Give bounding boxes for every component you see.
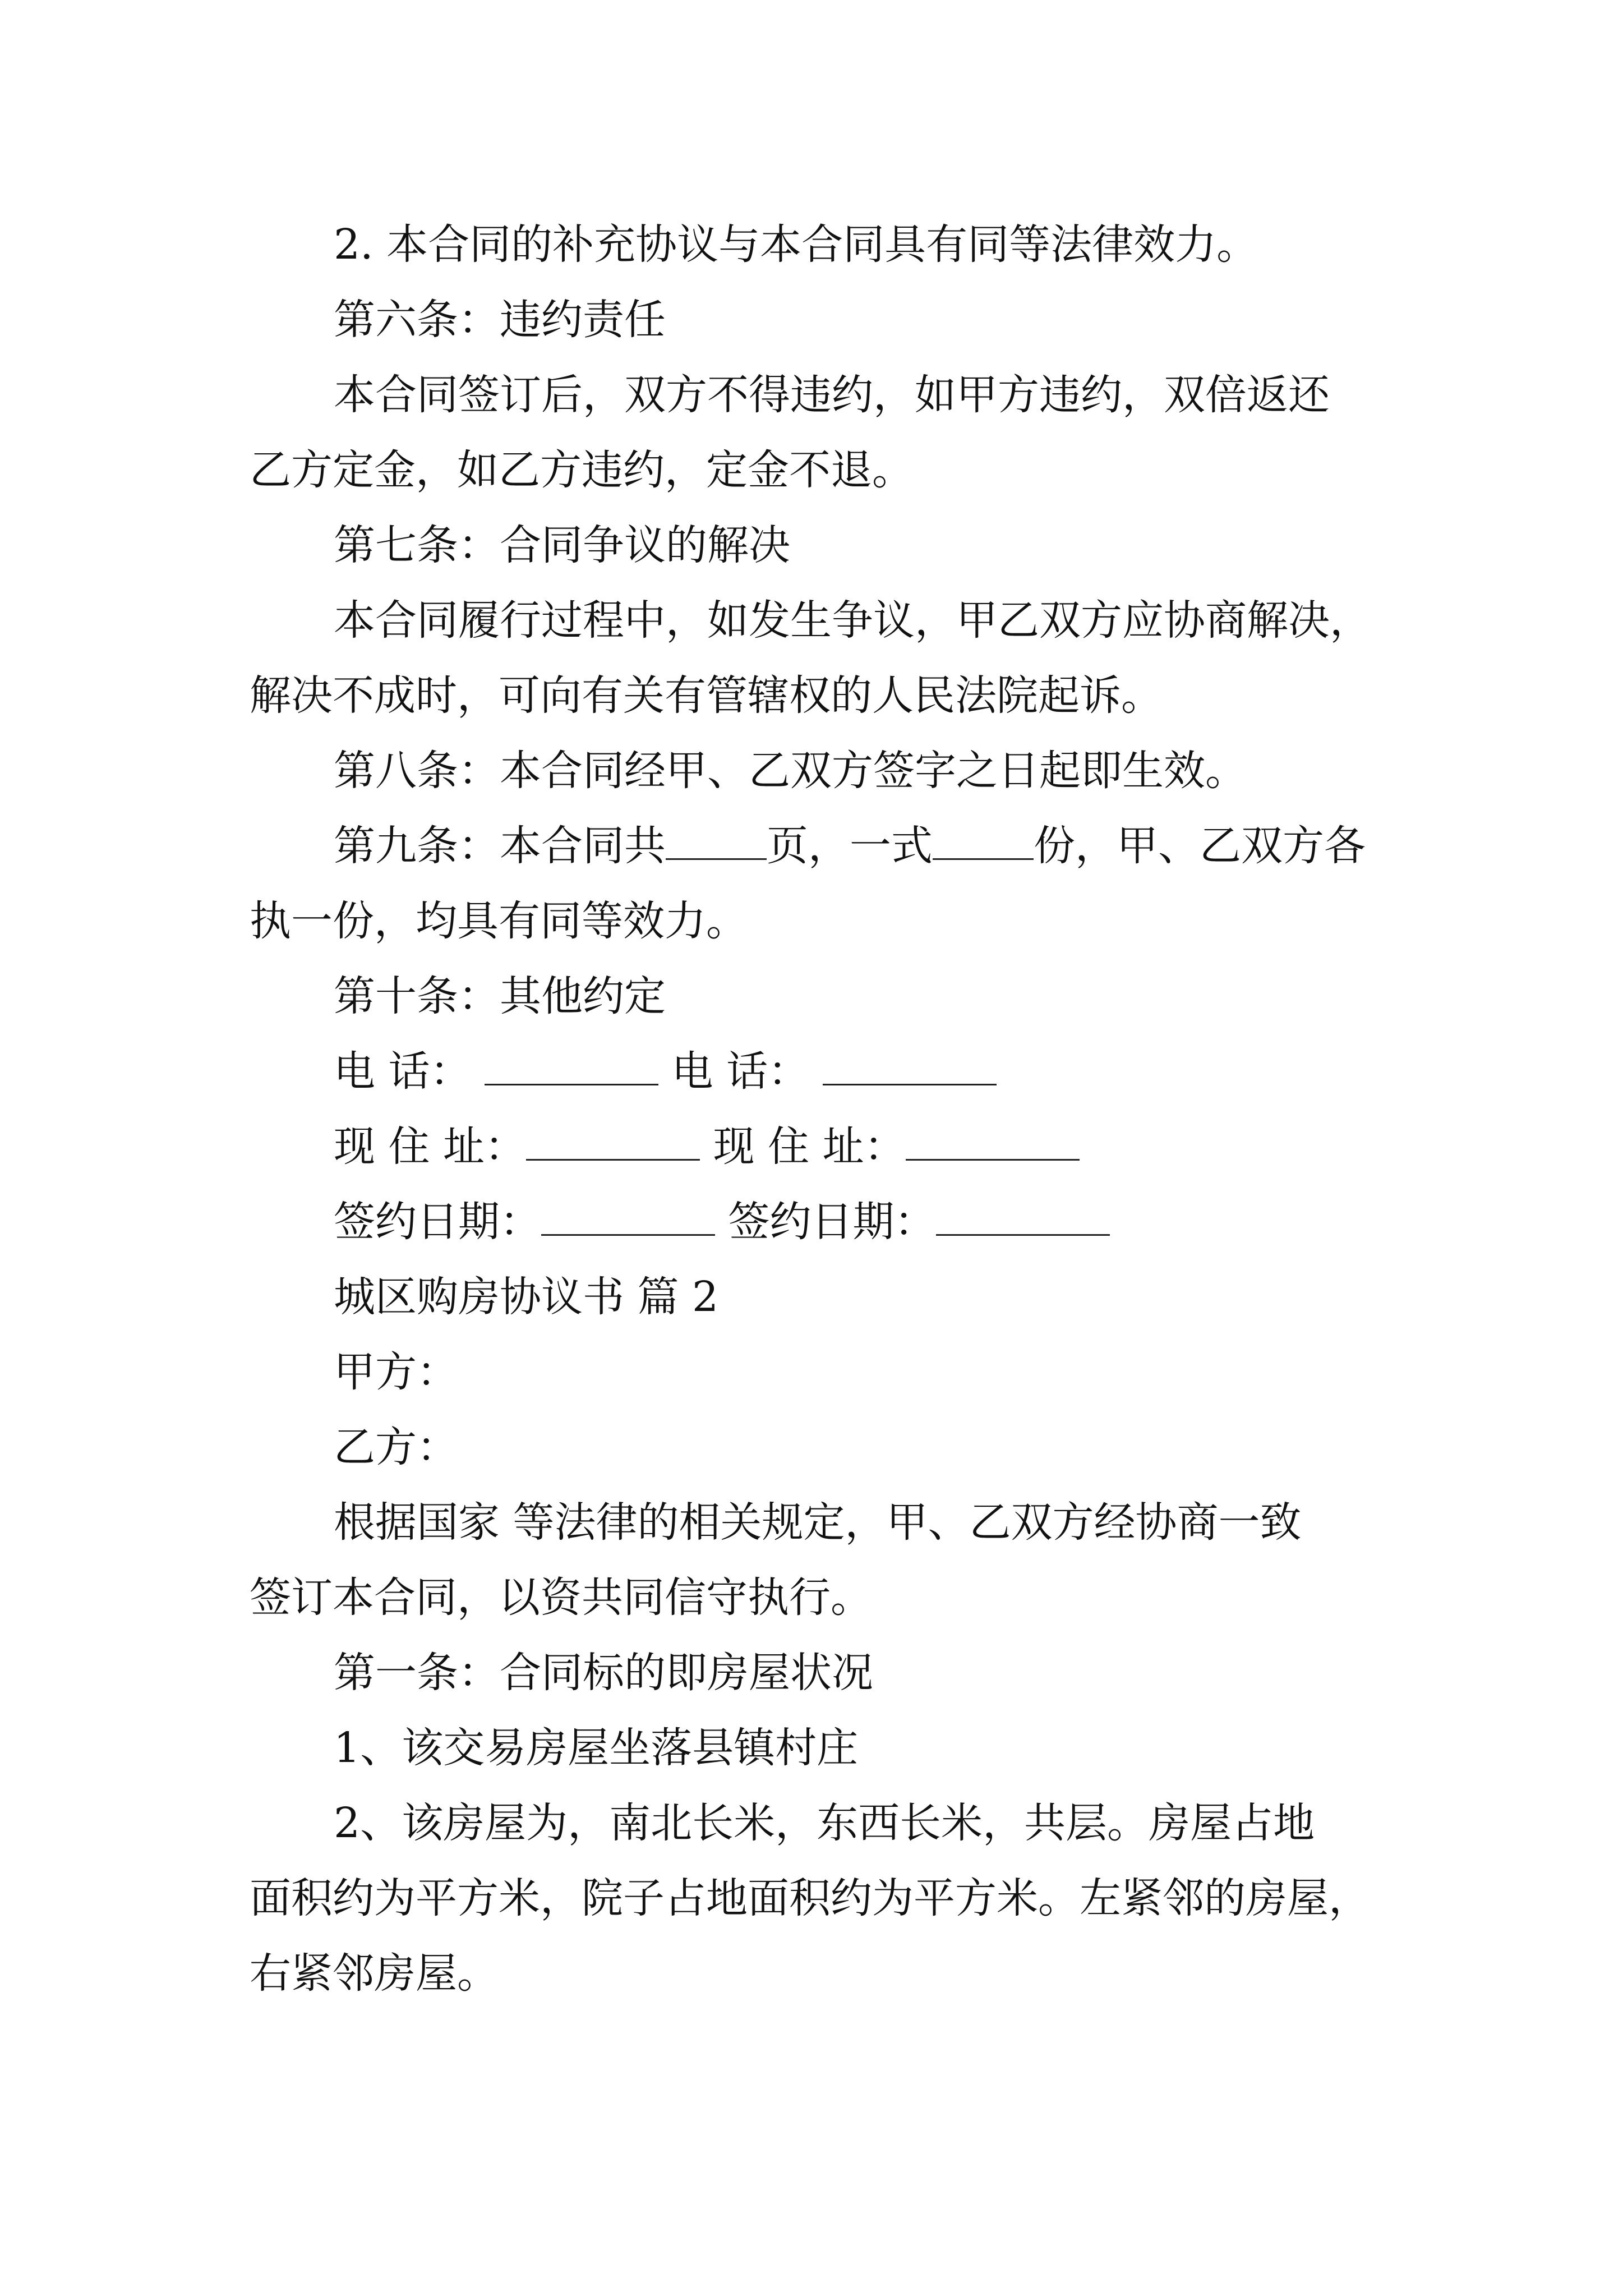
article-7-title: 第七条：合同争议的解决 — [334, 521, 790, 569]
article-9-line-2: 执一份，均具有同等效力。 — [250, 897, 748, 945]
item-2-line-2: 面积约为平方米，院子占地面积约为平方米。左紧邻的房屋， — [250, 1874, 1370, 1922]
phone-blank-b — [823, 1045, 997, 1085]
article-8-text: 第八条：本合同经甲、乙双方签字之日起即生效。 — [334, 747, 1247, 795]
address-blank-b — [906, 1120, 1080, 1161]
article-9-part-c: 份，甲、乙双方各 — [1034, 822, 1366, 870]
article-7-text-line-1: 本合同履行过程中，如发生争议，甲乙双方应协商解决， — [334, 596, 1371, 645]
article-9-line-1 — [334, 819, 1366, 873]
party-b-label: 乙方： — [334, 1423, 458, 1471]
article-6-text-line-1: 本合同签订后，双方不得违约，如甲方违约，双倍返还 — [334, 371, 1330, 419]
article-1-title: 第一条：合同标的即房屋状况 — [334, 1649, 873, 1697]
item-1-text: 1、该交易房屋坐落县镇村庄 — [334, 1724, 859, 1772]
sign-date-blank-b — [936, 1195, 1110, 1236]
article-9-part-a: 第九条：本合同共 — [334, 822, 666, 870]
address-label-a: 现 住 址： — [334, 1122, 527, 1171]
article-10-title: 第十条：其他约定 — [334, 972, 666, 1020]
phone-label-a: 电 话： — [334, 1047, 472, 1096]
section-2-title: 城区购房协议书 篇 2 — [334, 1273, 719, 1321]
address-blank-a — [526, 1120, 700, 1161]
page-count-blank — [666, 819, 767, 860]
intro-line-2: 签订本合同，以资共同信守执行。 — [250, 1573, 872, 1622]
article-6-title: 第六条：违约责任 — [334, 296, 666, 344]
article-9-part-b: 页，一式 — [767, 822, 933, 870]
phone-row — [334, 1045, 997, 1098]
clause-2-text: 2. 本合同的补充协议与本合同具有同等法律效力。 — [334, 220, 1258, 269]
sign-date-blank-a — [541, 1195, 715, 1236]
item-2-line-1: 2、该房屋为，南北长米，东西长米，共层。房屋占地 — [334, 1799, 1315, 1847]
party-a-label: 甲方： — [334, 1348, 458, 1396]
article-6-text-line-2: 乙方定金，如乙方违约，定金不退。 — [250, 446, 914, 494]
sign-date-row — [334, 1195, 1110, 1249]
address-row — [334, 1120, 1080, 1174]
sign-date-label-a: 签约日期： — [334, 1198, 541, 1246]
intro-line-1: 根据国家 等法律的相关规定，甲、乙双方经协商一致 — [334, 1498, 1302, 1547]
article-7-text-line-2: 解决不成时，可向有关有管辖权的人民法院起诉。 — [250, 671, 1163, 720]
item-2-line-3: 右紧邻房屋。 — [250, 1949, 499, 1998]
phone-label-b: 电 话： — [671, 1047, 810, 1096]
address-label-b: 现 住 址： — [713, 1122, 906, 1171]
sign-date-label-b: 签约日期： — [728, 1198, 936, 1246]
phone-blank-a — [485, 1045, 658, 1085]
copy-count-blank — [933, 819, 1034, 860]
